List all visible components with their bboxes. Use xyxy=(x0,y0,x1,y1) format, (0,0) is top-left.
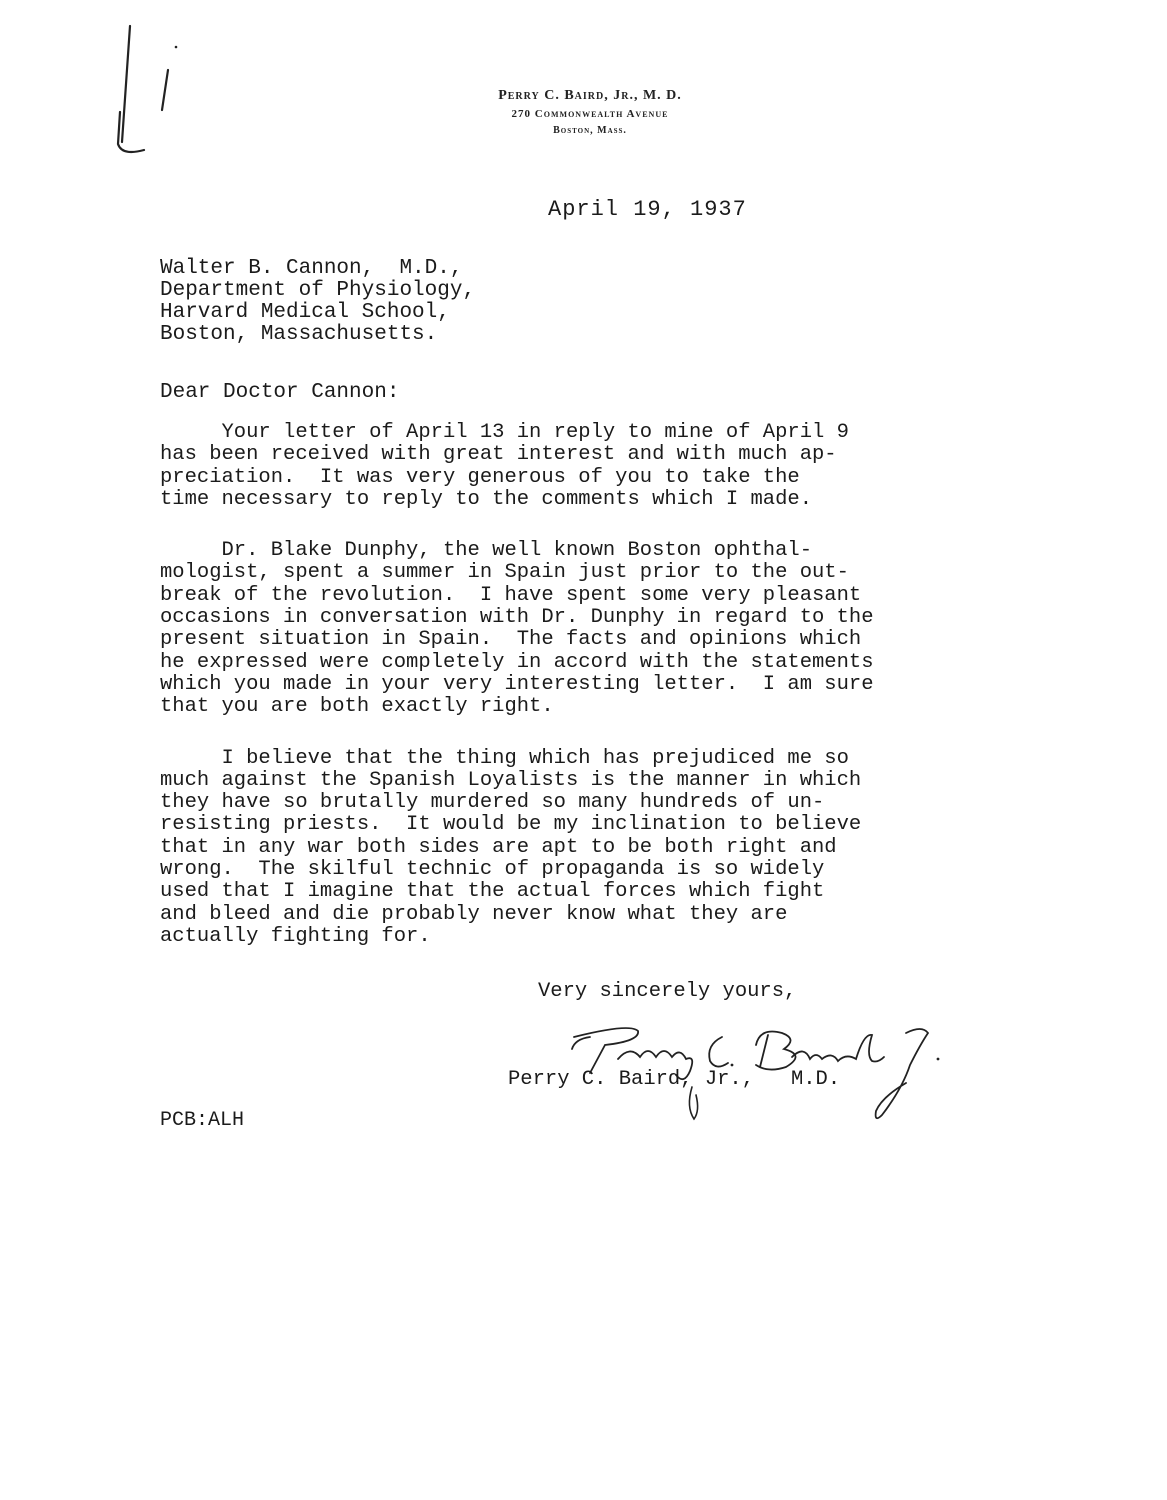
body-line: used that I imagine that the actual forces which fight xyxy=(160,880,825,904)
paragraph-3 xyxy=(160,748,990,949)
body-line: present situation in Spain. The facts and opinions which xyxy=(160,628,862,652)
body-line: wrong. The skilful technic of propaganda is so widely xyxy=(160,858,825,882)
letter-date: April 19, 1937 xyxy=(548,197,747,222)
closing: Very sincerely yours, xyxy=(538,980,797,1003)
body-line: that in any war both sides are apt to be both right and xyxy=(160,835,837,859)
body-line: time necessary to reply to the comments which I made. xyxy=(160,487,813,511)
letterhead-city: Boston, Mass. xyxy=(553,125,627,136)
body-line: I believe that the thing which has prejudiced me so xyxy=(160,746,849,770)
body-line: Your letter of April 13 in reply to mine of April 9 xyxy=(160,421,849,444)
recipient-address xyxy=(160,258,475,346)
body-line: much against the Spanish Loyalists is the manner in which xyxy=(160,768,862,792)
body-line: resisting priests. It would be my inclination to believe xyxy=(160,813,862,837)
letterhead xyxy=(400,88,780,136)
typed-signature-name: Perry C. Baird, Jr., M.D. xyxy=(508,1068,841,1091)
body-line: has been received with great interest and with much ap- xyxy=(160,443,837,467)
handwritten-margin-mark xyxy=(108,22,178,162)
body-line: which you made in your very interesting letter. I am sure xyxy=(160,672,874,696)
body-line: and bleed and die probably never know what they are xyxy=(160,902,788,926)
recipient-line: Boston, Massachusetts. xyxy=(160,323,438,346)
salutation: Dear Doctor Cannon: xyxy=(160,381,400,404)
paragraph-1 xyxy=(160,422,990,511)
body-line: break of the revolution. I have spent some very pleasant xyxy=(160,583,862,607)
letter-body xyxy=(160,422,990,977)
body-line: mologist, spent a summer in Spain just prior to the out- xyxy=(160,561,849,585)
body-line: preciation. It was very generous of you to take the xyxy=(160,465,800,489)
reference-initials: PCB:ALH xyxy=(160,1109,245,1132)
recipient-line: Harvard Medical School, xyxy=(160,301,450,324)
letterhead-address: 270 Commonwealth Avenue xyxy=(511,108,669,120)
letterhead-name: Perry C. Baird, Jr., M. D. xyxy=(498,88,682,103)
body-line: actually fighting for. xyxy=(160,924,431,948)
recipient-line: Department of Physiology, xyxy=(160,279,476,302)
body-line: he expressed were completely in accord with the statements xyxy=(160,650,874,674)
recipient-line: Walter B. Cannon, M.D., xyxy=(160,257,463,280)
body-line: they have so brutally murdered so many hundreds of un- xyxy=(160,791,825,815)
body-line: that you are both exactly right. xyxy=(160,695,554,719)
paragraph-2 xyxy=(160,540,990,718)
body-line: occasions in conversation with Dr. Dunphy in regard to the xyxy=(160,606,874,630)
body-line: Dr. Blake Dunphy, the well known Boston ophthal- xyxy=(160,539,813,563)
